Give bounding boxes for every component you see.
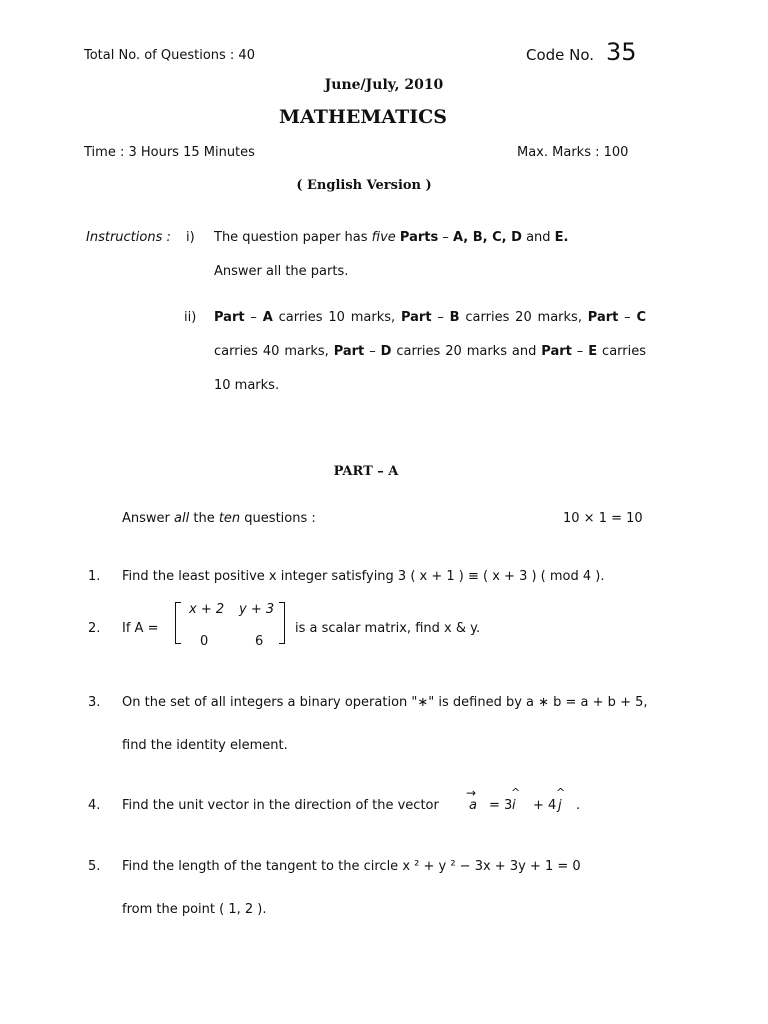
instructions-label: Instructions : — [86, 230, 171, 245]
question-text: is a scalar matrix, find x & y. — [295, 621, 481, 636]
total-questions: Total No. of Questions : 40 — [84, 48, 255, 63]
question-number: 3. — [88, 695, 101, 710]
question-text: On the set of all integers a binary operation "∗" is defined by a ∗ b = a + b + 5, — [122, 695, 648, 710]
code-number: 35 — [606, 38, 637, 66]
unit-vector-i: i — [512, 798, 516, 813]
question-number: 4. — [88, 798, 101, 813]
unit-vector-j: j — [558, 798, 562, 813]
vector-symbol: a — [469, 798, 477, 813]
vector-plus: + 4 — [533, 798, 557, 813]
matrix-cell: 6 — [255, 634, 264, 649]
question-number: 2. — [88, 621, 101, 636]
instruction-num-2: ii) — [184, 310, 197, 325]
question-text: Find the least positive x integer satisfying 3 ( x + 1 ) ≡ ( x + 3 ) ( mod 4 ). — [122, 569, 605, 584]
version-label: ( English Version ) — [296, 178, 432, 193]
code-label: Code No. — [526, 46, 595, 64]
instruction-num-1: i) — [186, 230, 195, 245]
max-marks: Max. Marks : 100 — [517, 145, 629, 160]
exam-session: June/July, 2010 — [324, 77, 444, 93]
matrix-cell: 0 — [200, 634, 209, 649]
vector-eq: = 3 — [489, 798, 513, 813]
matrix-a — [175, 602, 285, 652]
question-text: Find the unit vector in the direction of the vector — [122, 798, 439, 813]
time-info: Time : 3 Hours 15 Minutes — [84, 145, 255, 160]
instruction-1: The question paper has five Parts – A, B, C, D and E. Answer all the parts. — [214, 230, 569, 279]
question-number: 1. — [88, 569, 101, 584]
matrix-bracket-right — [279, 602, 285, 644]
part-a-marks: 10 × 1 = 10 — [563, 511, 643, 526]
unit-hat-icon: ^ — [556, 786, 566, 799]
question-text: If A = — [122, 621, 159, 636]
part-a-instruction: Answer all the ten questions : — [122, 511, 316, 526]
question-number: 5. — [88, 859, 101, 874]
question-text-cont: from the point ( 1, 2 ). — [122, 902, 267, 917]
question-text-cont: find the identity element. — [122, 738, 288, 753]
instruction-2: Part – A carries 10 marks, Part – B carries 20 marks, Part – C carries 40 marks, Part – D carries 20 marks and Part – E carries 10 marks. — [214, 310, 647, 393]
matrix-bracket-left — [175, 602, 181, 644]
matrix-cell: y + 3 — [239, 602, 275, 617]
unit-hat-icon: ^ — [511, 786, 521, 799]
matrix-cell: x + 2 — [189, 602, 225, 617]
subject-title: MATHEMATICS — [279, 106, 447, 128]
part-a-heading: PART – A — [333, 464, 399, 479]
vector-end: . — [576, 798, 581, 813]
vector-arrow-icon: → — [466, 786, 477, 800]
question-text: Find the length of the tangent to the circle x ² + y ² − 3x + 3y + 1 = 0 — [122, 859, 581, 874]
